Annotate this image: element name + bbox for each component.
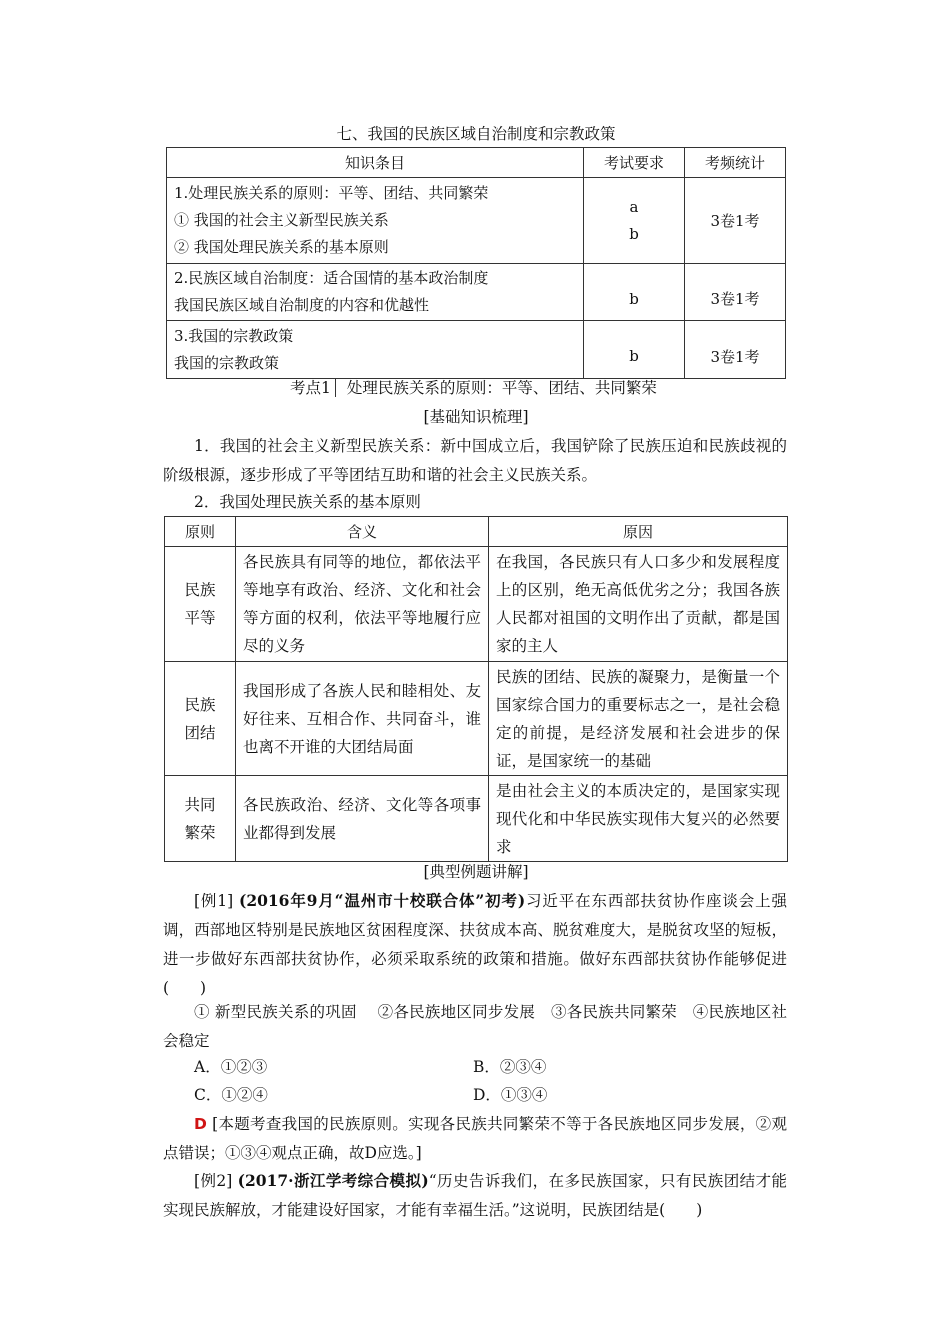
header-reason: 原因 <box>489 517 788 547</box>
knowledge-table <box>166 147 786 379</box>
knowledge-line: 我国的宗教政策 <box>174 353 280 372</box>
point-2: 2．我国处理民族关系的基本原则 <box>194 493 421 511</box>
requirement-value: b <box>629 224 639 243</box>
frequency-cell: 3卷1考 <box>685 178 786 264</box>
option-d: D．①③④ <box>473 1086 548 1104</box>
knowledge-cell <box>167 178 584 264</box>
point-1: 1．我国的社会主义新型民族关系：新中国成立后，我国铲除了民族压迫和民族歧视的阶级根源，逐步形成了平等团结互助和谐的社会主义民族关系。 <box>163 437 787 484</box>
knowledge-line: ① 我国的社会主义新型民族关系 <box>174 211 389 229</box>
principle-line: 共同 <box>184 795 216 814</box>
table-row <box>167 264 786 321</box>
header-frequency: 考频统计 <box>685 148 786 178</box>
example-1-answer <box>163 1110 787 1168</box>
subheading-basic: [基础知识梳理] <box>423 408 529 426</box>
table-row <box>167 321 786 379</box>
table-row <box>167 178 786 264</box>
knowledge-line: 3.我国的宗教政策 <box>174 326 294 345</box>
requirement-value: b <box>629 289 639 308</box>
section-title: 七、我国的民族区域自治制度和宗教政策 <box>336 125 616 143</box>
answer-explanation: [本题考查我国的民族原则。实现各民族共同繁荣不等于各民族地区同步发展，②观点错误；①③④观点正确，故D应选。] <box>163 1115 787 1162</box>
example-2-source: (2017·浙江学考综合模拟) <box>237 1171 429 1190</box>
example-2 <box>163 1166 787 1225</box>
header-requirement: 考试要求 <box>584 148 685 178</box>
principle-cell <box>165 662 236 776</box>
knowledge-line: 我国民族区域自治制度的内容和优越性 <box>174 296 430 314</box>
frequency-cell: 3卷1考 <box>685 321 786 379</box>
kaodian-heading <box>290 376 657 398</box>
requirement-cell <box>584 321 685 379</box>
knowledge-line: 2.民族区域自治制度：适合国情的基本政治制度 <box>174 269 489 287</box>
principle-line: 繁荣 <box>184 823 216 842</box>
example-1-label: [例1] <box>194 892 234 910</box>
reason-cell: 在我国，各民族只有人口多少和发展程度上的区别，绝无高低优劣之分；我国各族人民都对祖国的文明作出了贡献，都是国家的主人 <box>489 547 788 662</box>
principle-cell <box>165 547 236 662</box>
answer-letter: D <box>194 1115 207 1133</box>
example-1-text: 习近平在东西部扶贫协作座谈会上强调，西部地区特别是民族地区贫困程度深、扶贫成本高、脱贫难度大，是脱贫攻坚的短板，进一步做好东西部扶贫协作，必须采取系统的政策和措施。做好东西部扶贫协作能够促进( ) <box>163 892 787 997</box>
example-1-source: (2016年9月“温州市十校联合体”初考) <box>238 891 526 910</box>
principle-line: 民族 <box>184 581 216 599</box>
requirement-cell <box>584 178 685 264</box>
requirement-cell <box>584 264 685 321</box>
frequency-cell: 3卷1考 <box>685 264 786 321</box>
knowledge-line: ② 我国处理民族关系的基本原则 <box>174 238 389 256</box>
principle-line: 团结 <box>184 723 216 742</box>
example-2-text: “历史告诉我们，在多民族国家，只有民族团结才能实现民族解放，才能建设好国家，才能有幸福生活。”这说明，民族团结是( ) <box>163 1172 787 1219</box>
requirement-value: b <box>629 347 639 365</box>
example-1 <box>163 886 787 1003</box>
principles-table <box>164 516 788 862</box>
principle-cell <box>165 776 236 862</box>
meaning-cell: 各民族政治、经济、文化等各项事业都得到发展 <box>236 776 489 862</box>
knowledge-line: 1.处理民族关系的原则：平等、团结、共同繁荣 <box>174 184 489 202</box>
table-header-row <box>167 148 786 178</box>
option-b: B．②③④ <box>473 1058 547 1076</box>
knowledge-cell <box>167 321 584 379</box>
kaodian-label: 考点1 <box>290 379 336 397</box>
meaning-cell: 各民族具有同等的地位，都依法平等地享有政治、经济、文化和社会等方面的权利，依法平等地履行应尽的义务 <box>236 547 489 662</box>
header-principle: 原则 <box>165 517 236 547</box>
knowledge-cell <box>167 264 584 321</box>
option-c: C．①②④ <box>194 1086 268 1104</box>
requirement-value: a <box>629 197 639 216</box>
header-meaning: 含义 <box>236 517 489 547</box>
meaning-cell: 我国形成了各族人民和睦相处、友好往来、互相合作、共同奋斗，谁也离不开谁的大团结局面 <box>236 662 489 776</box>
table-header-row <box>165 517 788 547</box>
principle-line: 平等 <box>184 609 216 627</box>
example-2-label: [例2] <box>194 1172 233 1190</box>
example-1-items: ① 新型民族关系的巩固 ②各民族地区同步发展 ③各民族共同繁荣 ④民族地区社会稳定 <box>163 1003 787 1050</box>
principle-line: 民族 <box>184 695 216 714</box>
option-a: A．①②③ <box>194 1058 268 1076</box>
reason-cell: 民族的团结、民族的凝聚力，是衡量一个国家综合国力的重要标志之一，是社会稳定的前提，是经济发展和社会进步的保证，是国家统一的基础 <box>489 662 788 776</box>
subheading-example: [典型例题讲解] <box>423 863 529 881</box>
table-row <box>165 547 788 662</box>
kaodian-title: 处理民族关系的原则：平等、团结、共同繁荣 <box>346 379 657 397</box>
table-row <box>165 662 788 776</box>
table-row <box>165 776 788 862</box>
header-knowledge: 知识条目 <box>167 148 584 178</box>
reason-cell: 是由社会主义的本质决定的，是国家实现现代化和中华民族实现伟大复兴的必然要求 <box>489 776 788 862</box>
